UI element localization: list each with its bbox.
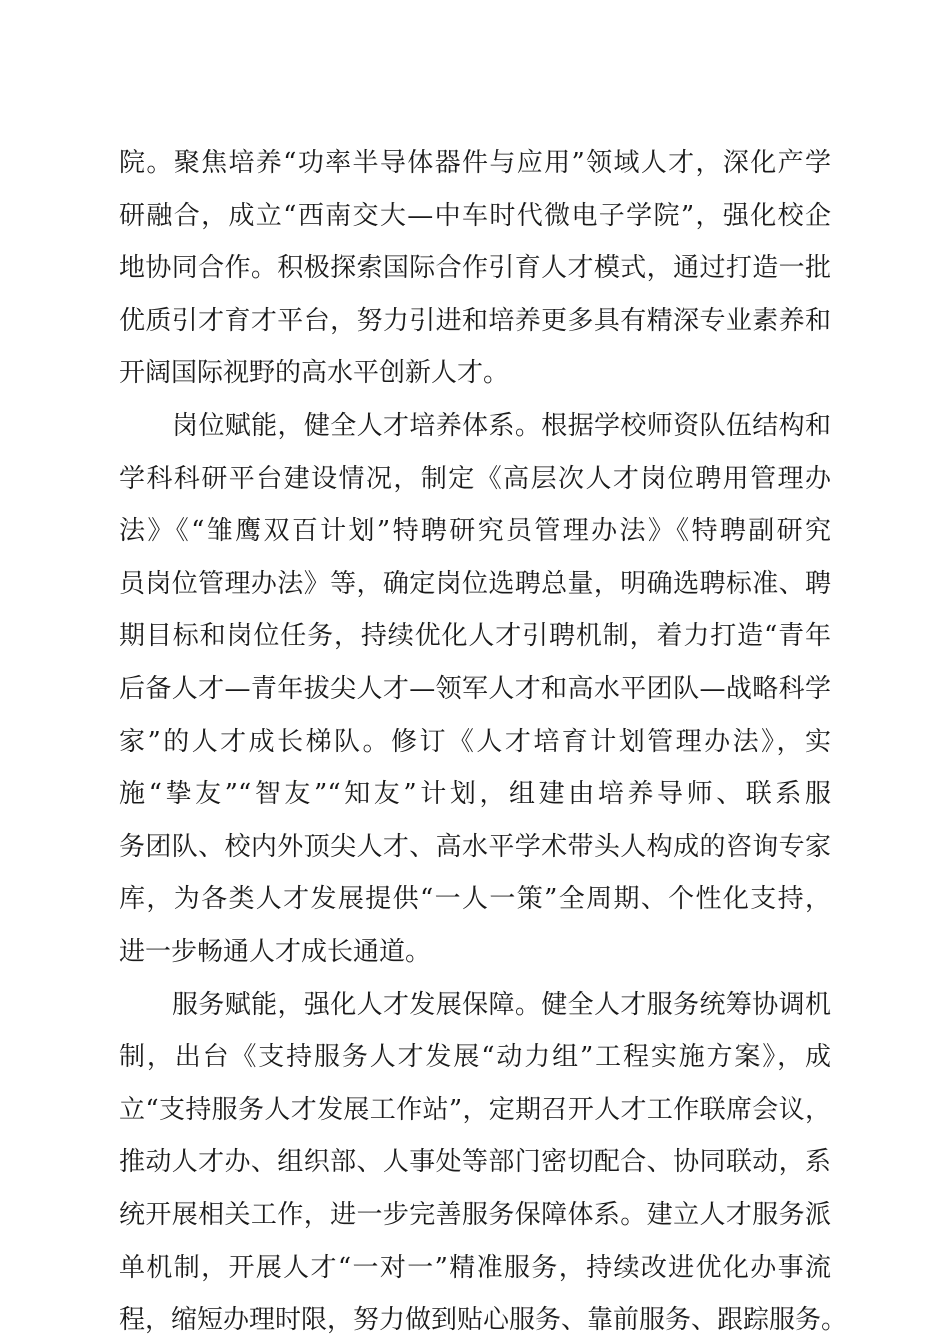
text-line: 员岗位管理办法》等，确定岗位选聘总量，明确选聘标准、聘 <box>119 568 831 599</box>
text-line: 岗位赋能，健全人才培养体系。根据学校师资队伍结构和 <box>172 411 831 441</box>
text-line: 优质引才育才平台，努力引进和培养更多具有精深专业素养和 <box>119 305 831 336</box>
text-line: 推动人才办、组织部、人事处等部门密切配合、协同联动，系 <box>119 1147 831 1178</box>
text-line: 单机制，开展人才“一对一”精准服务，持续改进优化办事流 <box>119 1252 831 1283</box>
text-line: 家”的人才成长梯队。修订《人才培育计划管理办法》，实 <box>119 726 831 757</box>
text-line: 地协同合作。积极探索国际合作引育人才模式，通过打造一批 <box>119 253 831 284</box>
text-line: 统开展相关工作，进一步完善服务保障体系。建立人才服务派 <box>119 1200 831 1230</box>
text-line: 研融合，成立“西南交大—中车时代微电子学院”，强化校企 <box>119 200 831 231</box>
text-line: 库，为各类人才发展提供“一人一策”全周期、个性化支持， <box>119 884 831 915</box>
text-line: 学科科研平台建设情况，制定《高层次人才岗位聘用管理办 <box>119 463 831 494</box>
text-line: 施“挚友”“智友”“知友”计划，组建由培养导师、联系服 <box>119 779 831 810</box>
text-line: 制，出台《支持服务人才发展“动力组”工程实施方案》，成 <box>119 1042 831 1073</box>
text-line: 程，缩短办理时限，努力做到贴心服务、靠前服务、跟踪服务。 <box>119 1305 848 1336</box>
text-line: 服务赋能，强化人才发展保障。健全人才服务统筹协调机 <box>172 989 831 1020</box>
text-line: 期目标和岗位任务，持续优化人才引聘机制，着力打造“青年 <box>119 621 831 652</box>
text-line: 务团队、校内外顶尖人才、高水平学术带头人构成的咨询专家 <box>119 831 831 862</box>
text-line: 立“支持服务人才发展工作站”，定期召开人才工作联席会议， <box>119 1094 831 1125</box>
text-line: 法》《“雏鹰双百计划”特聘研究员管理办法》《特聘副研究 <box>119 516 831 547</box>
text-line: 开阔国际视野的高水平创新人才。 <box>119 358 510 389</box>
text-line: 院。聚焦培养“功率半导体器件与应用”领域人才，深化产学 <box>119 148 831 178</box>
text-line: 进一步畅通人才成长通道。 <box>119 937 432 967</box>
text-line: 后备人才—青年拔尖人才—领军人才和高水平团队—战略科学 <box>119 674 831 704</box>
